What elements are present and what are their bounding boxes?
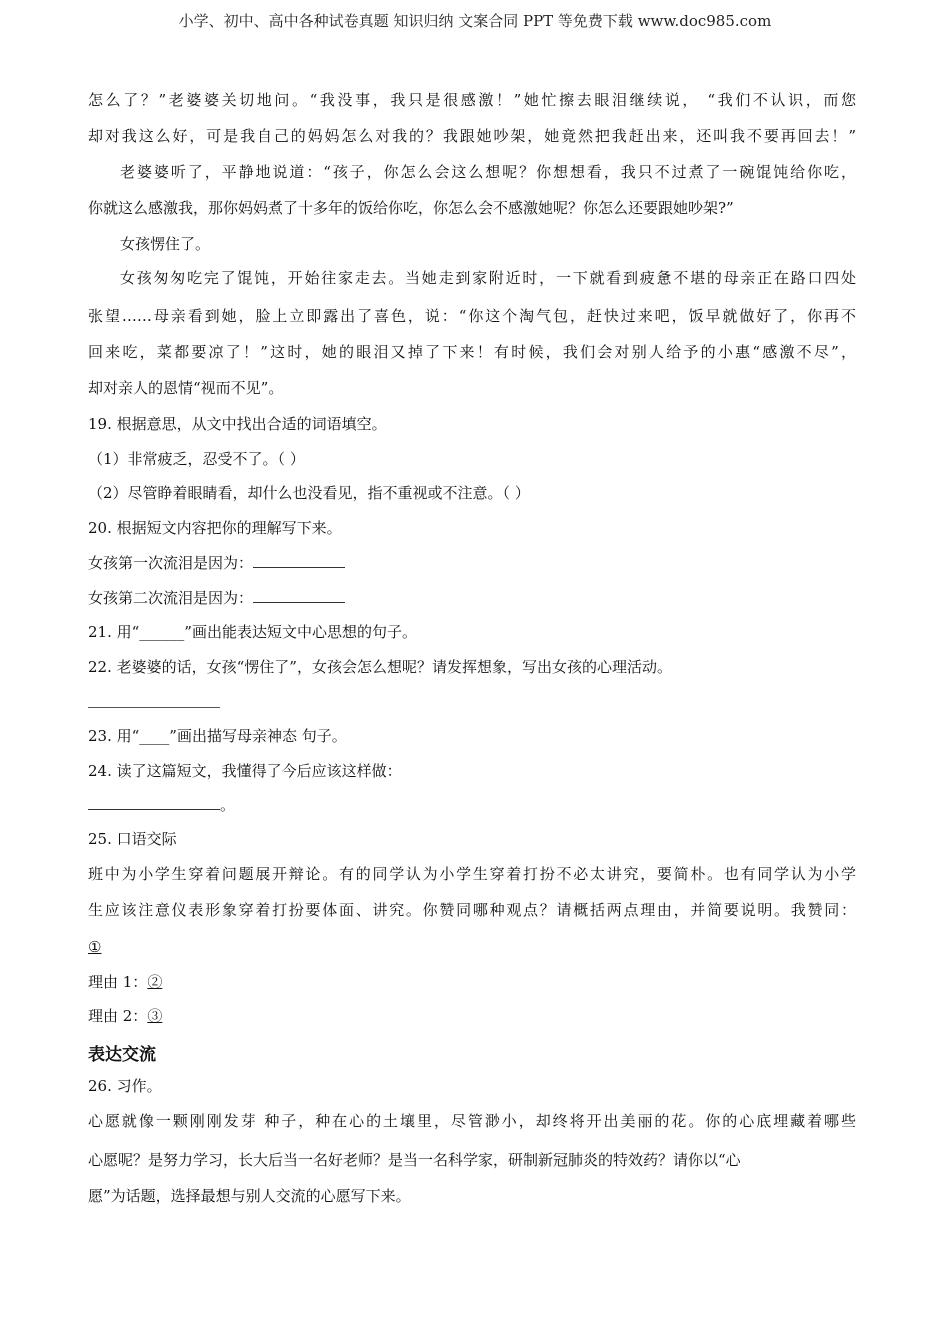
- answer-blank-20-1[interactable]: [253, 553, 345, 568]
- question-26: 26. 习作。: [88, 1077, 162, 1095]
- question-21-prefix: 21. 用“: [88, 623, 140, 641]
- question-21: [88, 622, 417, 642]
- question-20-1: [88, 553, 345, 573]
- question-21-suffix: ”画出能表达短文中心思想的句子。: [184, 623, 417, 641]
- story-p3: 女孩愣住了。: [120, 235, 211, 253]
- question-20-1-label: 女孩第一次流泪是因为：: [88, 554, 254, 572]
- circled-number-3[interactable]: ③: [147, 1007, 163, 1025]
- underline-mark: ____: [139, 727, 170, 745]
- question-26-line1: 心愿就像一颗刚刚发芽 种子，种在心的土壤里，尽管渺小，却终将开出美丽的花。你的心底埋藏着哪些: [88, 1112, 856, 1130]
- question-25-line2: 生应该注意仪表形象穿着打扮要体面、讲究。你赞同哪种观点？请概括两点理由，并简要说明。我赞同：: [88, 901, 856, 919]
- story-p1-line2: 却对我这么好，可是我自己的妈妈怎么对我的？我跟她吵架，她竟然把我赶出来，还叫我不要再回去！”: [88, 127, 856, 145]
- question-24-period: 。: [220, 796, 236, 814]
- reason-2: [88, 1006, 162, 1026]
- question-19-2: （2）尽管睁着眼睛看，却什么也没看见，指不重视或不注意。（ ）: [88, 484, 530, 502]
- story-p1-line1: 怎么了？”老婆婆关切地问。“我没事，我只是很感激！”她忙擦去眼泪继续说， “我们不认识，而您: [88, 91, 856, 109]
- question-24: 24. 读了这篇短文，我懂得了今后应该这样做：: [88, 762, 402, 780]
- answer-blank-20-2[interactable]: [253, 588, 345, 603]
- reason-1: [88, 972, 162, 992]
- question-20: 20. 根据短文内容把你的理解写下来。: [88, 519, 342, 537]
- question-22: 22. 老婆婆的话，女孩“愣住了”，女孩会怎么想呢？请发挥想象，写出女孩的心理活动。: [88, 658, 672, 676]
- answer-row-24: [88, 795, 235, 815]
- story-p4-line4: 却对亲人的恩情“视而不见”。: [88, 379, 284, 397]
- circled-number-1: ①: [88, 938, 102, 956]
- reason-1-label: 理由 1：: [88, 973, 148, 991]
- question-23-prefix: 23. 用“: [88, 727, 140, 745]
- answer-blank-24[interactable]: [88, 795, 220, 810]
- story-p4-line3: 回来吃，菜都要凉了！”这时，她的眼泪又掉了下来！有时候，我们会对别人给予的小惠“感激不尽”，: [88, 343, 856, 361]
- section-heading: 表达交流: [88, 1045, 156, 1065]
- answer-line-22[interactable]: [88, 707, 220, 708]
- story-p2-line1: 老婆婆听了，平静地说道：“孩子，你怎么会这么想呢？你想想看，我只不过煮了一碗馄饨给你吃，: [120, 163, 856, 181]
- question-23-suffix: ”画出描写母亲神态 句子。: [169, 727, 347, 745]
- story-p4-line1: 女孩匆匆吃完了馄饨，开始往家走去。当她走到家附近时，一下就看到疲惫不堪的母亲正在路口四处: [120, 269, 856, 287]
- story-p2-line2: 你就这么感激我，那你妈妈煮了十多年的饭给你吃，你怎么会不感激她呢？你怎么还要跟她吵架?”: [88, 199, 734, 217]
- story-p4-line2: 张望……母亲看到她，脸上立即露出了喜色，说：“你这个淘气包，赶快过来吧，饭早就做好了，你再不: [88, 307, 856, 325]
- question-26-line3: 愿”为话题，选择最想与别人交流的心愿写下来。: [88, 1187, 411, 1205]
- question-20-2: [88, 588, 345, 608]
- underline-mark: ______: [139, 623, 185, 641]
- answer-mark-1[interactable]: [88, 937, 101, 957]
- question-20-2-label: 女孩第二次流泪是因为：: [88, 589, 254, 607]
- circled-number-2[interactable]: ②: [147, 973, 163, 991]
- question-19-1: （1）非常疲乏，忍受不了。（ ）: [88, 450, 305, 468]
- question-25-line1: 班中为小学生穿着问题展开辩论。有的同学认为小学生穿着打扮不必太讲究，要简朴。也有同学认为小学: [88, 865, 856, 883]
- page-header: 小学、初中、高中各种试卷真题 知识归纳 文案合同 PPT 等免费下载 www.doc985.com: [178, 12, 772, 30]
- question-19: 19. 根据意思，从文中找出合适的词语填空。: [88, 415, 387, 433]
- question-25: 25. 口语交际: [88, 830, 177, 848]
- reason-2-label: 理由 2：: [88, 1007, 148, 1025]
- question-26-line2: 心愿呢？是努力学习，长大后当一名好老师？是当一名科学家，研制新冠肺炎的特效药？请你以“心: [88, 1151, 741, 1169]
- question-23: [88, 726, 347, 746]
